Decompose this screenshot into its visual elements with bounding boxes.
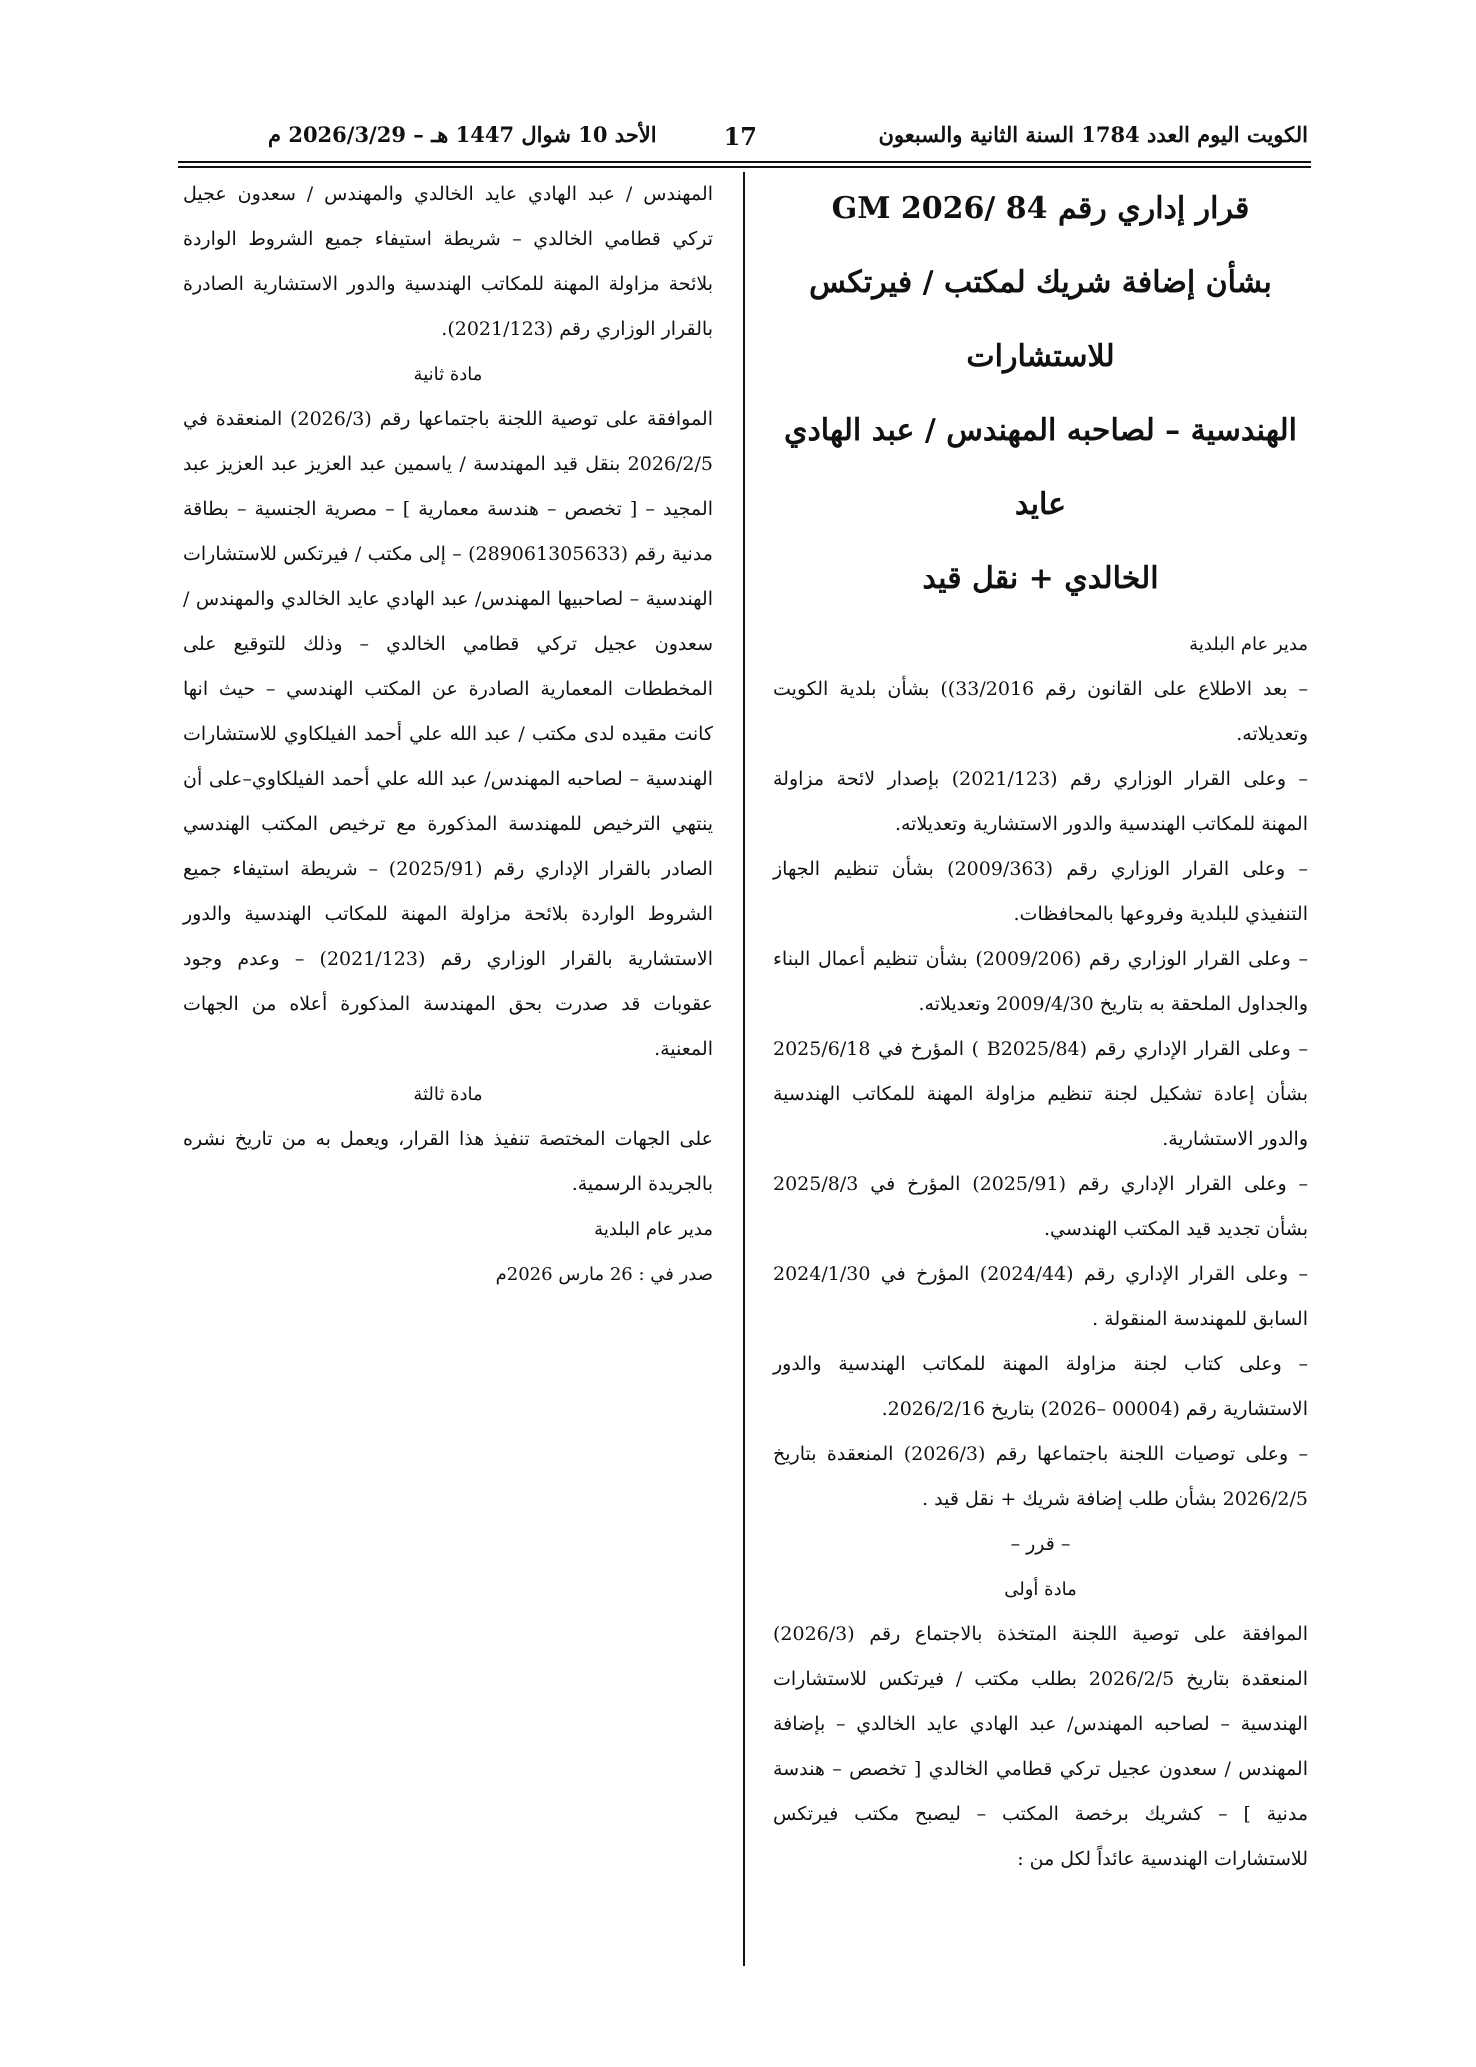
header-rule-bottom — [178, 166, 1311, 168]
header-rule-top — [178, 161, 1311, 163]
page-number: 17 — [723, 122, 757, 151]
column-divider — [743, 172, 745, 1966]
recital: – وعلى القرار الوزاري رقم (2009/363) بشأن تنظيم الجهاز التنفيذي للبلدية وفروعها بالمحافظات. — [773, 858, 1308, 925]
article3-text: على الجهات المختصة تنفيذ هذا القرار، ويعمل به من تاريخ نشره بالجريدة الرسمية. — [183, 1128, 713, 1195]
article3-heading: مادة ثالثة — [413, 1084, 483, 1105]
title-line: الهندسية – لصاحبه المهندس / عبد الهادي عايد — [783, 413, 1298, 522]
recital: – وعلى القرار الوزاري رقم (2021/123) بإصدار لائحة مزاولة المهنة للمكاتب الهندسية والدور الاستشارية وتعديلاته. — [773, 768, 1308, 835]
title-line: قرار إداري رقم 84 /2026 GM — [831, 191, 1250, 226]
recital: – وعلى القرار الإداري رقم (2024/44) المؤرخ في 2024/1/30 السابق للمهندسة المنقولة . — [773, 1263, 1308, 1330]
recital: – وعلى كتاب لجنة مزاولة المهنة للمكاتب الهندسية والدور الاستشارية رقم (00004 –2026) بتاريخ 2026/2/16. — [773, 1353, 1308, 1420]
title-line: بشأن إضافة شريك لمكتب / فيرتكس للاستشارات — [809, 265, 1272, 374]
right-column — [773, 172, 1308, 1882]
article1-text: الموافقة على توصية اللجنة المتخذة بالاجتماع رقم (2026/3) المنعقدة بتاريخ 2026/2/5 بطلب مكتب / فيرتكس للاستشارات الهندسية – لصاحبه المهندس/ عبد الهادي عايد الخالدي – بإضافة المهندس / سعدون عجيل تركي قطامي الخالدي [ تخصص – هندسة مدنية ] – كشريك برخصة المكتب – ليصبح مكتب فيرتكس للاستشارات الهندسية عائداً لكل من : — [773, 1623, 1308, 1870]
article2-text: الموافقة على توصية اللجنة باجتماعها رقم (2026/3) المنعقدة في 2026/2/5 بنقل قيد المهندسة / ياسمين عبد العزيز عبد العزيز عبد المجيد – [ تخصص – هندسة معمارية ] – مصرية الجنسية – بطاقة مدنية رقم (289061305633) – إلى مكتب / فيرتكس للاستشارات الهندسية – لصاحبيها المهندس/ عبد الهادي عايد الخالدي والمهندس / سعدون عجيل تركي قطامي الخالدي – وذلك للتوقيع على المخططات المعمارية الصادرة عن المكتب الهندسي – حيث انها كانت مقيده لدى مكتب / عبد الله علي أحمد الفيلكاوي للاستشارات الهندسية – لصاحبه المهندس/ عبد الله علي أحمد الفيلكاوي–على أن ينتهي الترخيص للمهندسة المذكورة مع ترخيص المكتب الهندسي الصادر بالقرار الإداري رقم (2025/91) – شريطة استيفاء جميع الشروط الواردة بلائحة مزاولة المهنة للمكاتب الهندسية والدور الاستشارية بالقرار الوزاري رقم (2021/123) – وعدم وجود عقوبات قد صدرت بحق المهندسة المذكورة أعلاه من الجهات المعنية. — [183, 408, 713, 1060]
article1-heading: مادة أولى — [1004, 1579, 1077, 1600]
recital: – وعلى القرار الوزاري رقم (2009/206) بشأن تنظيم أعمال البناء والجداول الملحقة به بتاريخ 2009/4/30 وتعديلاته. — [773, 948, 1308, 1015]
issue-date: صدر في : 26 مارس 2026م — [495, 1264, 713, 1285]
recital: – وعلى القرار الإداري رقم (2025/91) المؤرخ في 2025/8/3 بشأن تجديد قيد المكتب الهندسي. — [773, 1173, 1309, 1240]
issuer: مدير عام البلدية — [1189, 634, 1308, 655]
header-date: الأحد 10 شوال 1447 هـ – 2026/3/29 م — [268, 122, 657, 147]
recital: – وعلى القرار الإداري رقم (B2025/84 ) المؤرخ في 2025/6/18 بشأن إعادة تشكيل لجنة تنظيم مزاولة المهنة للمكاتب الهندسية والدور الاستشارية. — [773, 1038, 1308, 1150]
article2-heading: مادة ثانية — [413, 364, 483, 385]
gazette-issue-info: الكويت اليوم العدد 1784 السنة الثانية والسبعون — [878, 122, 1308, 147]
signature: مدير عام البلدية — [594, 1219, 713, 1240]
article1-continued: المهندس / عبد الهادي عايد الخالدي والمهندس / سعدون عجيل تركي قطامي الخالدي – شريطة استيفاء جميع الشروط الواردة بلائحة مزاولة المهنة للمكاتب الهندسية والدور الاستشارية الصادرة بالقرار الوزاري رقم (2021/123). — [183, 183, 713, 340]
left-column — [183, 172, 713, 1297]
decision-title — [773, 172, 1308, 616]
recital: – وعلى توصيات اللجنة باجتماعها رقم (2026/3) المنعقدة بتاريخ 2026/2/5 بشأن طلب إضافة شريك + نقل قيد . — [773, 1443, 1308, 1510]
page-header — [178, 118, 1308, 158]
decided-heading: – قرر – — [1010, 1533, 1071, 1555]
title-line: الخالدي + نقل قيد — [922, 561, 1159, 596]
recital: – بعد الاطلاع على القانون رقم 33/2016)) بشأن بلدية الكويت وتعديلاته. — [773, 678, 1308, 745]
